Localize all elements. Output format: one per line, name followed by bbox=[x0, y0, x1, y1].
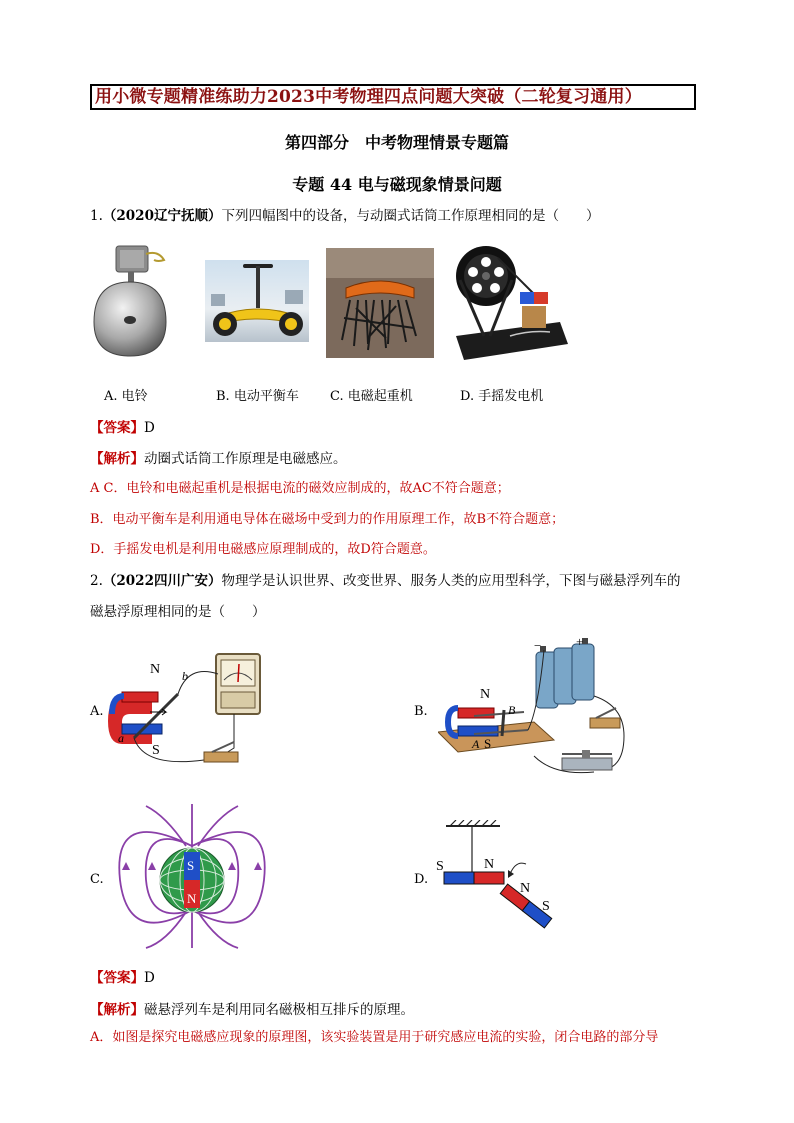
q2-option-c-label: C. bbox=[90, 872, 104, 887]
q2-analysis-text: 磁悬浮列车是利用同名磁极相互排斥的原理。 bbox=[144, 1002, 414, 1018]
figure-c-label-s: S bbox=[187, 858, 195, 873]
figure-d-label-n2: N bbox=[520, 881, 531, 896]
q1-option-c: C. 电磁起重机 bbox=[330, 389, 413, 404]
q1-answer-label: 【答案】 bbox=[90, 420, 144, 436]
q2-answer-value: D bbox=[144, 970, 155, 986]
hand-generator-image bbox=[450, 240, 570, 366]
figure-c-label-n: N bbox=[187, 891, 197, 906]
q1-option-b: B. 电动平衡车 bbox=[216, 389, 299, 404]
q1-option-a: A. 电铃 bbox=[104, 389, 148, 404]
question-1-text: 下列四幅图中的设备，与动圈式话筒工作原理相同的是（ ） bbox=[221, 208, 600, 224]
q2-answer-label: 【答案】 bbox=[90, 970, 144, 986]
q1-analysis bbox=[90, 447, 347, 467]
question-2-text-1: 物理学是认识世界、改变世界、服务人类的应用型科学，下图与磁悬浮列车的 bbox=[221, 573, 681, 589]
question-1-stem bbox=[90, 206, 599, 226]
figure-a-label-s: S bbox=[152, 743, 160, 758]
figure-b-label-plus: + bbox=[576, 636, 584, 649]
question-2-source: （2022四川广安） bbox=[102, 573, 222, 589]
question-2-stem-line-2: 磁悬浮原理相同的是（ ） bbox=[90, 604, 266, 620]
electric-bell-image bbox=[92, 240, 170, 360]
topic-title: 专题 44 电与磁现象情景问题 bbox=[292, 175, 502, 194]
question-1-number: 1. bbox=[90, 208, 103, 224]
figure-d-label-n1: N bbox=[484, 857, 495, 872]
q1-option-d: D. 手摇发电机 bbox=[460, 389, 544, 404]
balance-scooter-image bbox=[205, 260, 309, 342]
figure-b-label-minus: − bbox=[534, 638, 542, 653]
figure-a-label-n: N bbox=[150, 662, 161, 677]
q2-option-a-label: A. bbox=[90, 704, 104, 719]
q2-answer bbox=[90, 966, 155, 986]
figure-a-label-b: b bbox=[182, 669, 188, 683]
q1-analysis-text: 动圈式话筒工作原理是电磁感应。 bbox=[144, 451, 347, 467]
figure-a-induction bbox=[108, 648, 278, 772]
q2-option-b-label: B. bbox=[414, 704, 428, 719]
figure-c-earth-field bbox=[112, 800, 272, 950]
figure-b-label-b: B bbox=[508, 703, 516, 717]
figure-d-label-s2: S bbox=[542, 899, 550, 914]
figure-b-label-s: S bbox=[484, 736, 492, 751]
q1-answer-value: D bbox=[144, 420, 155, 436]
figure-b-label-a: A bbox=[472, 737, 480, 751]
question-1-source: （2020辽宁抚顺） bbox=[102, 208, 222, 224]
figure-a-label-a: a bbox=[118, 731, 124, 745]
q2-analysis bbox=[90, 998, 414, 1018]
series-banner: 用小微专题精准练助力2023中考物理四点问题大突破（二轮复习通用） bbox=[90, 84, 696, 110]
q2-option-d-label: D. bbox=[414, 872, 429, 887]
q1-analysis-line-2: B．电动平衡车是利用通电导体在磁场中受到力的作用原理工作，故B不符合题意； bbox=[90, 512, 565, 527]
figure-d-label-s1: S bbox=[436, 859, 444, 874]
part-title: 第四部分 中考物理情景专题篇 bbox=[284, 133, 509, 152]
q1-analysis-line-1: A C．电铃和电磁起重机是根据电流的磁效应制成的，故AC不符合题意； bbox=[90, 481, 510, 496]
figure-b-label-n: N bbox=[480, 687, 491, 702]
q2-analysis-label: 【解析】 bbox=[90, 1002, 144, 1018]
q2-analysis-line-a: A．如图是探究电磁感应现象的原理图，该实验装置是用于研究感应电流的实验，闭合电路的部分导 bbox=[90, 1030, 659, 1045]
question-2-stem-line-1 bbox=[90, 571, 680, 591]
figure-b-motor bbox=[438, 636, 638, 786]
q1-analysis-label: 【解析】 bbox=[90, 451, 144, 467]
question-2-number: 2. bbox=[90, 573, 103, 589]
q1-answer bbox=[90, 416, 155, 436]
q1-analysis-line-3: D．手摇发电机是利用电磁感应原理制成的，故D符合题意。 bbox=[90, 542, 436, 557]
electromagnetic-crane-image bbox=[326, 248, 434, 358]
figure-d-magnet-repulsion bbox=[432, 820, 572, 932]
